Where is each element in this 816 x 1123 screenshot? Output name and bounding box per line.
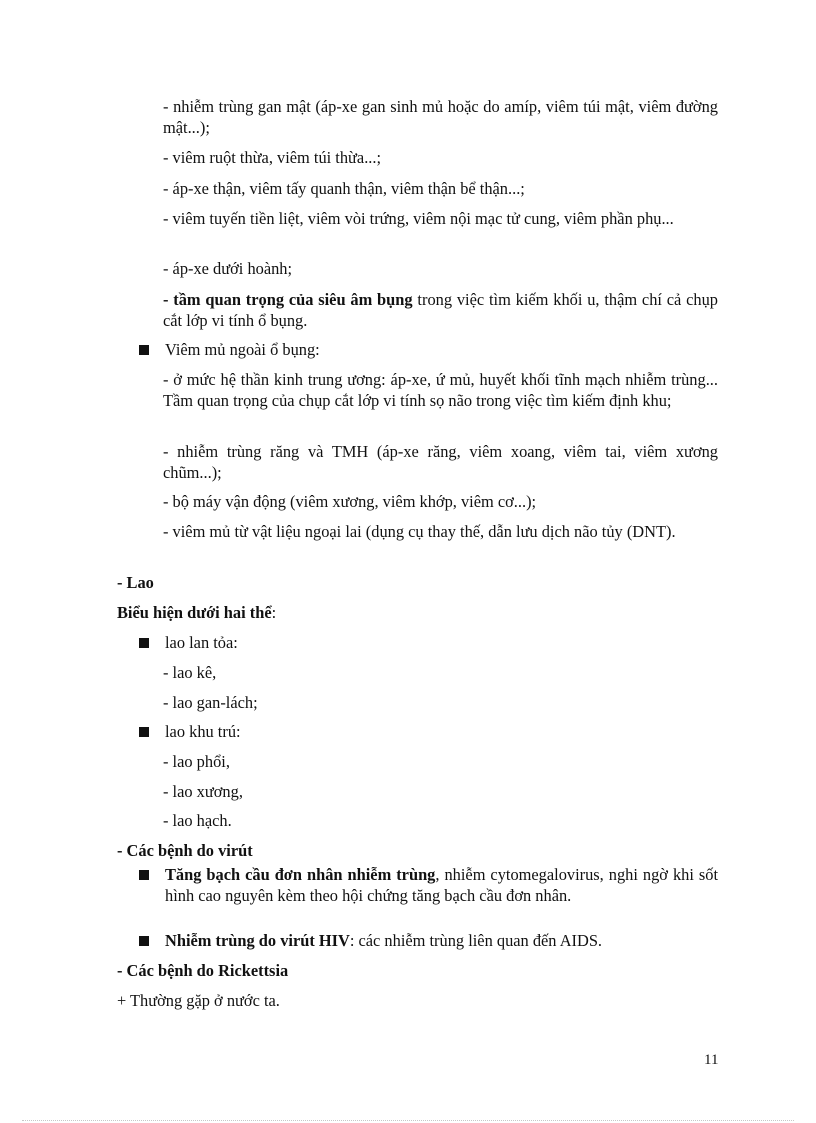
list-item: - nhiễm trùng răng và TMH (áp-xe răng, viêm xoang, viêm tai, viêm xương chũm...); [163,442,718,482]
list-item: - viêm mủ từ vật liệu ngoại lai (dụng cụ thay thế, dẫn lưu dịch não tủy (DNT). [163,522,676,541]
list-item: - lao phổi, [163,752,230,771]
square-bullet-icon [139,936,149,946]
list-item: - lao hạch. [163,811,232,830]
heading-text: - Lao [117,573,154,592]
section-heading-extra-abdominal: Viêm mủ ngoài ổ bụng: [165,340,320,359]
list-item-hiv [165,930,718,951]
emphasis-text: Tăng bạch cầu đơn nhân nhiễm trùng [165,865,436,884]
list-item: - lao xương, [163,782,243,801]
list-item: - áp-xe dưới hoành; [163,259,293,278]
list-item: - lao gan-lách; [163,693,258,712]
section-heading-tuberculosis [117,572,718,593]
section-heading-rickettsia [117,960,718,981]
emphasis-text: Nhiễm trùng do virút HIV [165,931,350,950]
list-item: - nhiễm trùng gan mật (áp-xe gan sinh mủ hoặc do amíp, viêm túi mật, viêm đường mật...); [163,97,718,137]
square-bullet-icon [139,345,149,355]
sub-heading-diffuse: lao lan tỏa: [165,633,238,652]
heading-text: Biểu hiện dưới hai thể [117,603,272,622]
rickettsia-note: + Thường gặp ở nước ta. [117,991,280,1010]
list-item: - viêm tuyến tiền liệt, viêm vòi trứng, viêm nội mạc tử cung, viêm phần phụ... [163,209,674,228]
list-item-mononucleosis [165,864,718,906]
page-bottom-divider [22,1120,794,1121]
list-item: - bộ máy vận động (viêm xương, viêm khớp, viêm cơ...); [163,492,537,511]
list-item: - áp-xe thận, viêm tấy quanh thận, viêm thận bể thận...; [163,179,525,198]
square-bullet-icon [139,870,149,880]
square-bullet-icon [139,727,149,737]
list-item-text: : các nhiễm trùng liên quan đến AIDS. [349,931,603,950]
sub-heading-localized: lao khu trú: [165,722,241,741]
page-number: 11 [704,1052,719,1068]
heading-colon: : [271,603,277,622]
heading-text: - Các bệnh do virút [117,841,253,860]
heading-text: - Các bệnh do Rickettsia [117,961,289,980]
emphasis-text: - tầm quan trọng của siêu âm bụng [163,290,413,309]
list-item-text: trong việc tìm kiếm khối u, thậm chí cả chụp cắt lớp vi tính ổ bụng. [163,290,718,330]
list-item: - viêm ruột thừa, viêm túi thừa...; [163,148,382,167]
list-item-ultrasound [163,289,718,331]
section-heading-viral [117,840,718,861]
list-item-text: , nhiễm cytomegalovirus, nghi ngờ khi sốt hình cao nguyên kèm theo hội chứng tăng bạch cầu đơn nhân. [165,865,718,905]
list-item: - lao kê, [163,663,217,682]
square-bullet-icon [139,638,149,648]
tuberculosis-forms-label [117,602,718,623]
list-item: - ở mức hệ thần kinh trung ương: áp-xe, ứ mủ, huyết khối tĩnh mạch nhiễm trùng... Tầm quan trọng của chụp cắt lớp vi tính sọ não trong việc tìm kiếm định khu; [163,370,718,410]
